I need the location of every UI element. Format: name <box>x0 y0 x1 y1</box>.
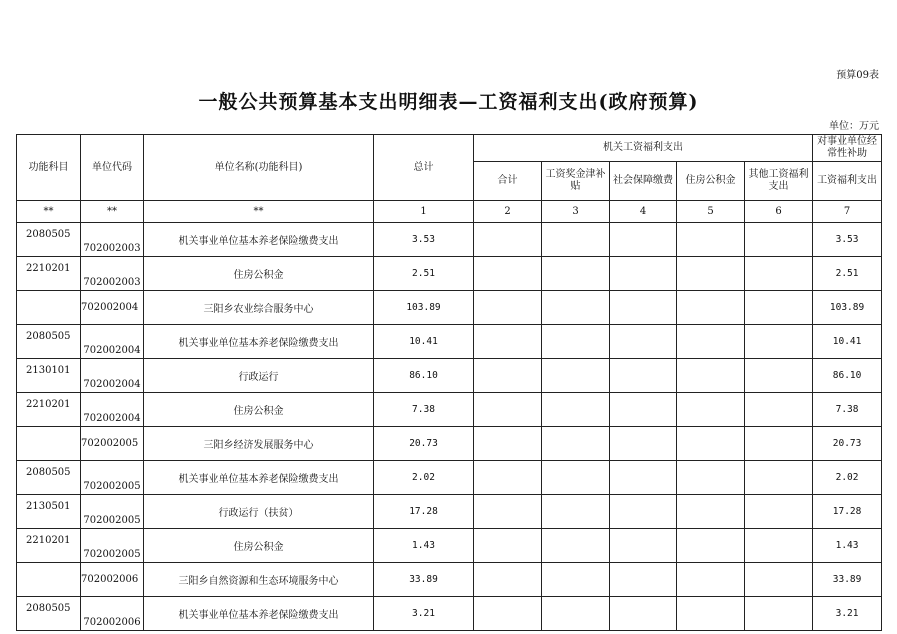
cell-func-subject: 2080505 <box>17 461 81 495</box>
cell-sub-total <box>474 223 542 257</box>
header-org-group: 机关工资福利支出 <box>474 135 813 162</box>
cell-unit-name: 住房公积金 <box>144 257 374 291</box>
table-row <box>17 359 882 393</box>
cell-func-subject: 2080505 <box>17 597 81 631</box>
cell-subsidy: 2.51 <box>813 257 882 291</box>
cell-subsidy: 103.89 <box>813 291 882 325</box>
header-housing: 住房公积金 <box>677 162 745 201</box>
cell-unit-name: 机关事业单位基本养老保险缴费支出 <box>144 223 374 257</box>
cell-total: 1.43 <box>374 529 474 563</box>
cell-unit-code: 702002006 <box>81 597 144 631</box>
cell-bonus <box>542 325 610 359</box>
index-cell: 2 <box>474 201 542 223</box>
cell-func-subject <box>17 291 81 325</box>
page-title: 一般公共预算基本支出明细表—工资福利支出(政府预算) <box>198 91 699 113</box>
index-cell: 3 <box>542 201 610 223</box>
cell-housing <box>677 461 745 495</box>
cell-other <box>745 563 813 597</box>
cell-subsidy: 17.28 <box>813 495 882 529</box>
cell-total: 7.38 <box>374 393 474 427</box>
header-other: 其他工资福利支出 <box>745 162 813 201</box>
cell-unit-code: 702002005 <box>81 461 144 495</box>
cell-other <box>745 461 813 495</box>
index-cell: 5 <box>677 201 745 223</box>
cell-unit-name: 行政运行（扶贫） <box>144 495 374 529</box>
cell-housing <box>677 359 745 393</box>
cell-sub-total <box>474 563 542 597</box>
cell-other <box>745 223 813 257</box>
cell-bonus <box>542 597 610 631</box>
cell-housing <box>677 427 745 461</box>
cell-func-subject: 2130101 <box>17 359 81 393</box>
cell-unit-code: 702002005 <box>81 495 144 529</box>
table-row <box>17 495 882 529</box>
table-row <box>17 257 882 291</box>
cell-bonus <box>542 223 610 257</box>
cell-bonus <box>542 563 610 597</box>
cell-bonus <box>542 529 610 563</box>
cell-func-subject: 2210201 <box>17 393 81 427</box>
cell-housing <box>677 529 745 563</box>
cell-sub-total <box>474 257 542 291</box>
cell-other <box>745 257 813 291</box>
cell-total: 86.10 <box>374 359 474 393</box>
cell-func-subject <box>17 427 81 461</box>
cell-subsidy: 10.41 <box>813 325 882 359</box>
header-unit-code: 单位代码 <box>81 135 144 201</box>
table-row <box>17 291 882 325</box>
cell-sub-total <box>474 359 542 393</box>
cell-unit-name: 机关事业单位基本养老保险缴费支出 <box>144 325 374 359</box>
cell-housing <box>677 495 745 529</box>
cell-social <box>610 461 677 495</box>
unit-label: 单位：万元 <box>829 121 879 132</box>
cell-subsidy: 33.89 <box>813 563 882 597</box>
cell-social <box>610 495 677 529</box>
header-bonus: 工资奖金津补贴 <box>542 162 610 201</box>
cell-sub-total <box>474 325 542 359</box>
cell-func-subject: 2210201 <box>17 529 81 563</box>
cell-sub-total <box>474 291 542 325</box>
cell-total: 3.53 <box>374 223 474 257</box>
index-cell: ** <box>144 201 374 223</box>
cell-housing <box>677 563 745 597</box>
cell-subsidy: 3.21 <box>813 597 882 631</box>
cell-social <box>610 325 677 359</box>
cell-subsidy: 2.02 <box>813 461 882 495</box>
cell-sub-total <box>474 597 542 631</box>
cell-total: 33.89 <box>374 563 474 597</box>
cell-sub-total <box>474 461 542 495</box>
index-cell: 6 <box>745 201 813 223</box>
cell-bonus <box>542 495 610 529</box>
cell-total: 3.21 <box>374 597 474 631</box>
cell-sub-total <box>474 529 542 563</box>
cell-bonus <box>542 461 610 495</box>
cell-social <box>610 563 677 597</box>
cell-subsidy: 1.43 <box>813 529 882 563</box>
table-row <box>17 393 882 427</box>
cell-subsidy: 86.10 <box>813 359 882 393</box>
cell-unit-name: 三阳乡经济发展服务中心 <box>144 427 374 461</box>
cell-unit-name: 住房公积金 <box>144 393 374 427</box>
index-cell: 4 <box>610 201 677 223</box>
cell-total: 103.89 <box>374 291 474 325</box>
cell-sub-total <box>474 393 542 427</box>
cell-total: 17.28 <box>374 495 474 529</box>
cell-housing <box>677 257 745 291</box>
cell-unit-name: 三阳乡自然资源和生态环境服务中心 <box>144 563 374 597</box>
table-row <box>17 325 882 359</box>
table-code: 预算09表 <box>836 70 879 81</box>
cell-total: 2.51 <box>374 257 474 291</box>
cell-sub-total <box>474 495 542 529</box>
header-func-subject: 功能科目 <box>17 135 81 201</box>
index-cell: 1 <box>374 201 474 223</box>
cell-social <box>610 529 677 563</box>
cell-other <box>745 597 813 631</box>
cell-bonus <box>542 359 610 393</box>
cell-subsidy: 20.73 <box>813 427 882 461</box>
cell-other <box>745 529 813 563</box>
index-cell: ** <box>17 201 81 223</box>
cell-func-subject: 2080505 <box>17 223 81 257</box>
cell-other <box>745 291 813 325</box>
table-row <box>17 563 882 597</box>
cell-other <box>745 427 813 461</box>
cell-bonus <box>542 393 610 427</box>
header-unit-name: 单位名称(功能科目) <box>144 135 374 201</box>
cell-subsidy: 7.38 <box>813 393 882 427</box>
cell-unit-name: 机关事业单位基本养老保险缴费支出 <box>144 597 374 631</box>
table-row <box>17 529 882 563</box>
index-cell: 7 <box>813 201 882 223</box>
cell-unit-code: 702002005 <box>81 427 144 461</box>
table-row <box>17 461 882 495</box>
cell-social <box>610 359 677 393</box>
table-body <box>17 201 882 631</box>
cell-other <box>745 393 813 427</box>
cell-unit-code: 702002004 <box>81 359 144 393</box>
cell-total: 20.73 <box>374 427 474 461</box>
cell-housing <box>677 597 745 631</box>
cell-housing <box>677 291 745 325</box>
cell-unit-code: 702002005 <box>81 529 144 563</box>
cell-unit-name: 住房公积金 <box>144 529 374 563</box>
cell-unit-code: 702002003 <box>81 223 144 257</box>
cell-social <box>610 597 677 631</box>
cell-func-subject <box>17 563 81 597</box>
cell-unit-code: 702002004 <box>81 325 144 359</box>
cell-other <box>745 359 813 393</box>
index-cell: ** <box>81 201 144 223</box>
cell-social <box>610 257 677 291</box>
cell-housing <box>677 223 745 257</box>
cell-func-subject: 2080505 <box>17 325 81 359</box>
cell-unit-code: 702002003 <box>81 257 144 291</box>
cell-housing <box>677 393 745 427</box>
header-subsidy: 工资福利支出 <box>813 162 882 201</box>
cell-bonus <box>542 427 610 461</box>
cell-sub-total <box>474 427 542 461</box>
cell-unit-name: 行政运行 <box>144 359 374 393</box>
cell-unit-code: 702002004 <box>81 393 144 427</box>
cell-bonus <box>542 291 610 325</box>
header-social: 社会保障缴费 <box>610 162 677 201</box>
index-row <box>17 201 882 223</box>
cell-total: 2.02 <box>374 461 474 495</box>
cell-func-subject: 2130501 <box>17 495 81 529</box>
table-row <box>17 427 882 461</box>
table-row <box>17 223 882 257</box>
header-subsidy-group: 对事业单位经常性补助 <box>813 135 882 162</box>
cell-other <box>745 495 813 529</box>
cell-social <box>610 291 677 325</box>
table-row <box>17 597 882 631</box>
cell-unit-name: 机关事业单位基本养老保险缴费支出 <box>144 461 374 495</box>
budget-table <box>16 134 882 631</box>
cell-total: 10.41 <box>374 325 474 359</box>
cell-func-subject: 2210201 <box>17 257 81 291</box>
cell-other <box>745 325 813 359</box>
cell-social <box>610 427 677 461</box>
cell-bonus <box>542 257 610 291</box>
cell-unit-code: 702002006 <box>81 563 144 597</box>
cell-subsidy: 3.53 <box>813 223 882 257</box>
cell-social <box>610 393 677 427</box>
cell-unit-code: 702002004 <box>81 291 144 325</box>
header-total: 总计 <box>374 135 474 201</box>
header-sub-total: 合计 <box>474 162 542 201</box>
cell-unit-name: 三阳乡农业综合服务中心 <box>144 291 374 325</box>
cell-social <box>610 223 677 257</box>
cell-housing <box>677 325 745 359</box>
